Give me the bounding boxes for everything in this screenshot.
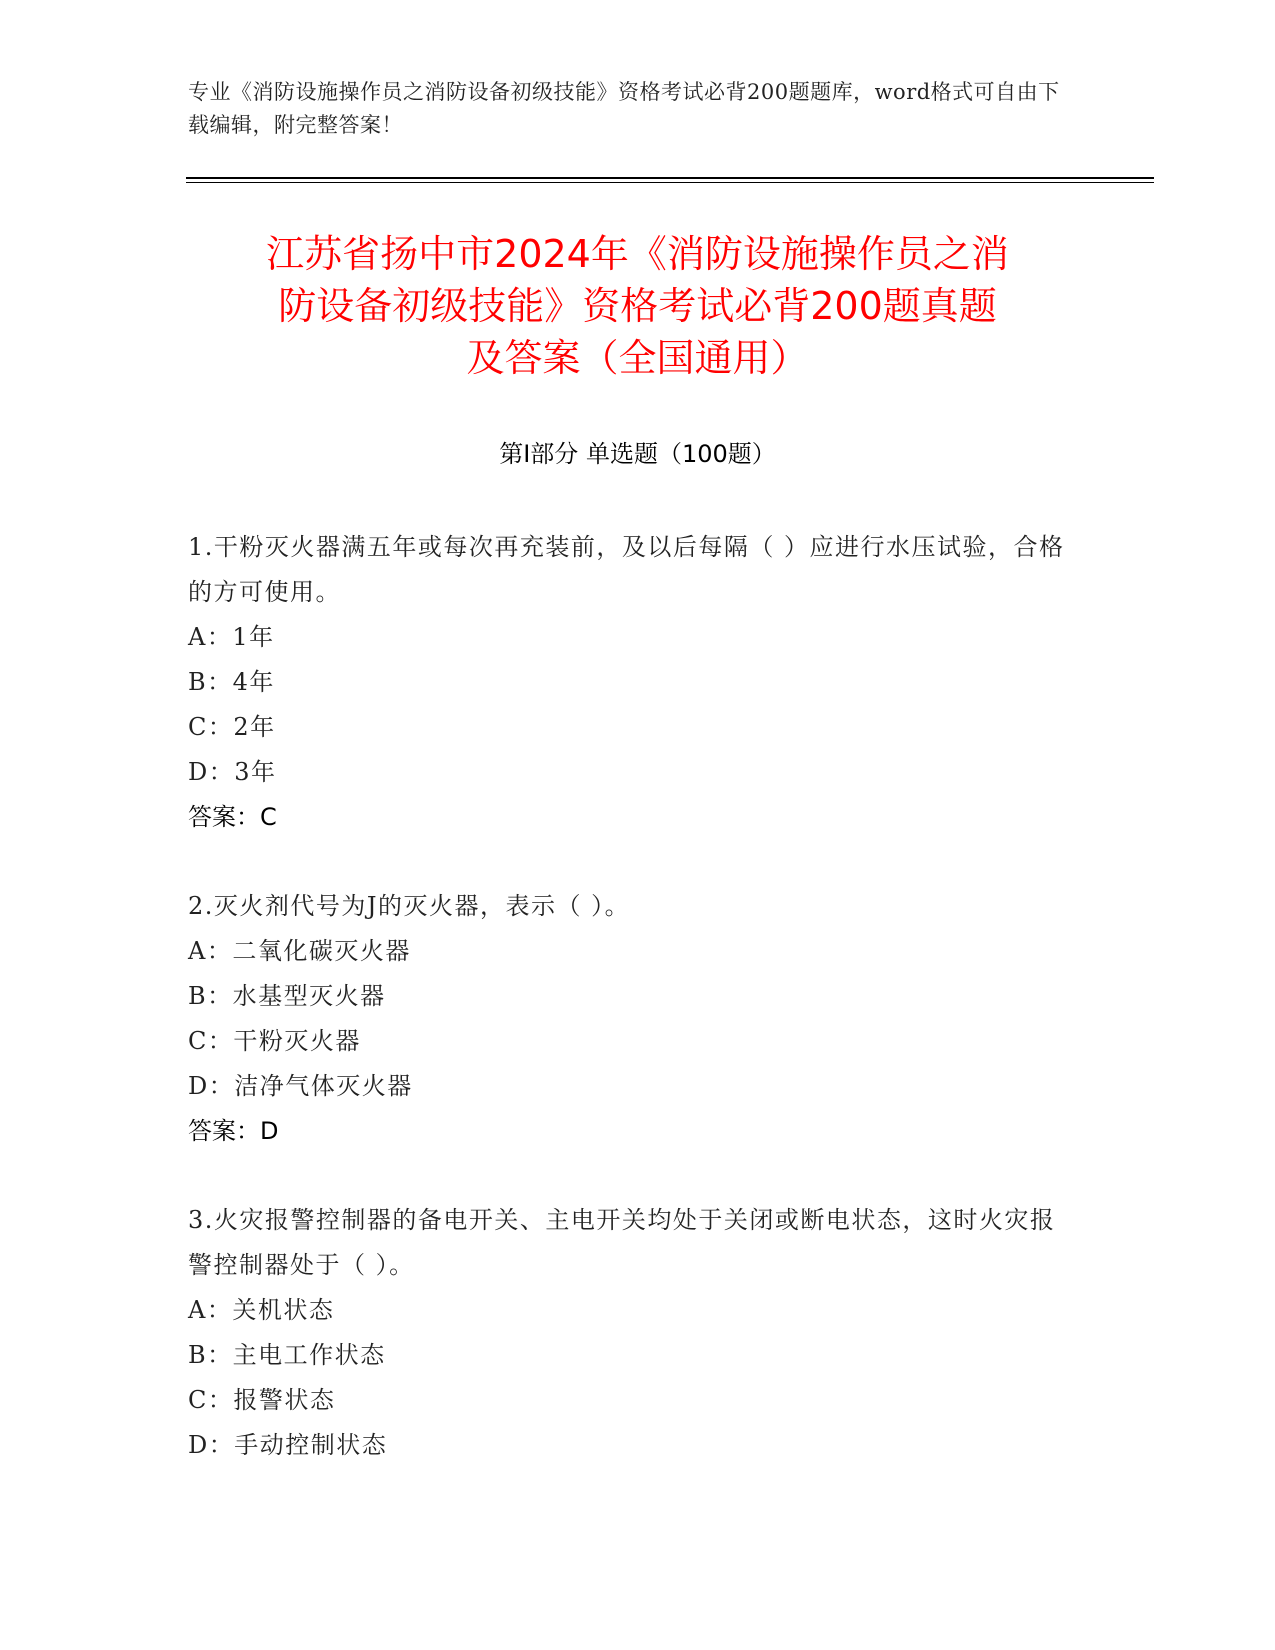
option-c: C：干粉灭火器 <box>188 1027 361 1055</box>
question-stem: 2.灭火剂代号为J的灭火器，表示（ ）。 <box>188 892 631 920</box>
option-b: B：4年 <box>188 668 275 696</box>
option-b: B：水基型灭火器 <box>188 982 386 1010</box>
option-d: D：3年 <box>188 758 277 786</box>
question-list <box>188 525 1068 1512</box>
option-b: B：主电工作状态 <box>188 1341 386 1369</box>
section-title: 第I部分 单选题（100题） <box>499 440 776 468</box>
option-a: A：关机状态 <box>188 1296 335 1324</box>
option-c: C：2年 <box>188 713 276 741</box>
question-stem: 1.干粉灭火器满五年或每次再充装前，及以后每隔（ ）应进行水压试验，合格的方可使用。 <box>188 533 1065 606</box>
header-note: 专业《消防设施操作员之消防设备初级技能》资格考试必背200题题库，word格式可自由下载编辑，附完整答案！ <box>188 80 1060 137</box>
header-rule-thin <box>186 182 1154 183</box>
question-1 <box>188 525 1068 840</box>
option-a: A：二氧化碳灭火器 <box>188 937 411 965</box>
title-line-2: 防设备初级技能》资格考试必背200题真题 <box>278 284 997 328</box>
title-line-1: 江苏省扬中市2024年《消防设施操作员之消 <box>266 232 1009 276</box>
question-3 <box>188 1198 1068 1468</box>
header-rule-thick <box>186 177 1154 179</box>
answer: 答案：C <box>188 803 277 831</box>
title-line-3: 及答案（全国通用） <box>466 336 809 380</box>
option-c: C：报警状态 <box>188 1386 336 1414</box>
answer: 答案：D <box>188 1117 279 1145</box>
option-d: D：洁净气体灭火器 <box>188 1072 413 1100</box>
option-a: A：1年 <box>188 623 275 651</box>
question-stem: 3.火灾报警控制器的备电开关、主电开关均处于关闭或断电状态，这时火灾报警控制器处于（ ）。 <box>188 1206 1056 1279</box>
option-d: D：手动控制状态 <box>188 1431 388 1459</box>
question-2 <box>188 884 1068 1154</box>
document-title <box>150 228 1125 384</box>
